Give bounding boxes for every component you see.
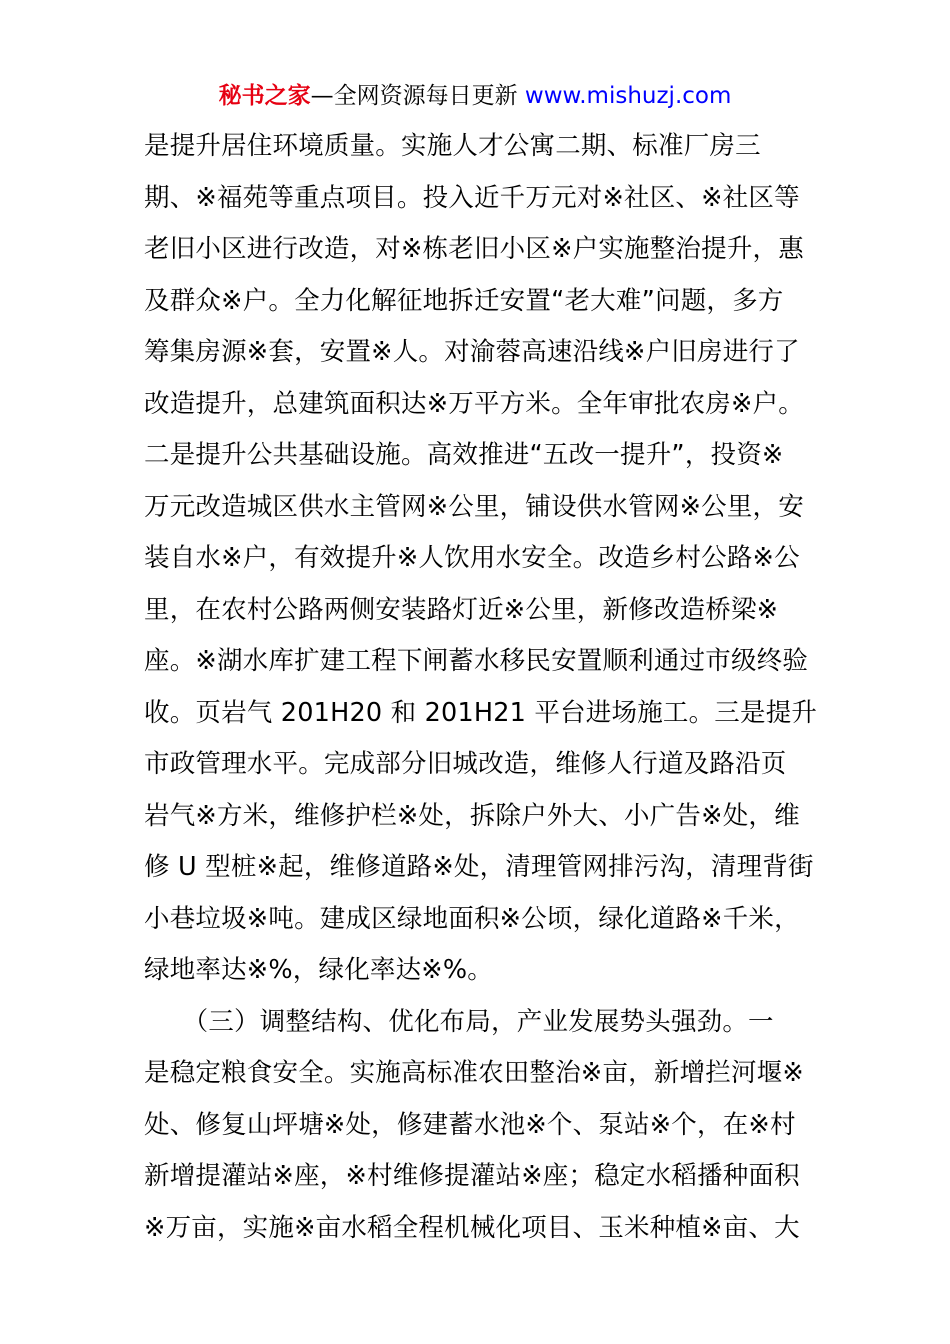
text-line: 改造提升，总建筑面积达※万平方米。全年审批农房※户。 — [144, 388, 804, 419]
text-line: 小巷垃圾※吨。建成区绿地面积※公顷，绿化道路※千米， — [144, 903, 800, 934]
section-heading-line: （三）调整结构、优化布局，产业发展势头强劲。一 — [144, 1006, 774, 1037]
text-line: 市政管理水平。完成部分旧城改造，维修人行道及路沿页 — [144, 749, 787, 779]
text-line: 修 U 型桩※起，维修道路※处，清理管网排污沟，清理背街 — [144, 852, 814, 882]
text-line: 二是提升公共基础设施。高效推进“五改一提升”，投资※ — [144, 440, 784, 470]
header-tagline: —全网资源每日更新 — [310, 83, 525, 109]
text-line: 老旧小区进行改造，对※栋老旧小区※户实施整治提升，惠 — [144, 234, 804, 264]
text-line: 新增提灌站※座，※村维修提灌站※座；稳定水稻播种面积 — [144, 1161, 800, 1191]
text-line: 装自水※户，有效提升※人饮用水安全。改造乡村公路※公 — [144, 543, 800, 573]
text-line: 收。页岩气 201H20 和 201H21 平台进场施工。三是提升 — [144, 697, 818, 728]
site-header — [0, 79, 950, 113]
text-line: 万元改造城区供水主管网※公里，铺设供水管网※公里，安 — [144, 491, 804, 522]
brand-name: 秘书之家 — [218, 83, 311, 109]
text-line: 座。※湖水库扩建工程下闸蓄水移民安置顺利通过市级终验 — [144, 646, 809, 676]
site-url-link[interactable]: www.mishuzj.com — [524, 83, 732, 109]
document-body — [144, 121, 818, 1254]
text-line: 绿地率达※%，绿化率达※%。 — [144, 955, 493, 985]
text-line: 期、※福苑等重点项目。投入近千万元对※社区、※社区等 — [144, 182, 800, 213]
text-line: 里，在农村公路两侧安装路灯近※公里，新修改造桥梁※ — [144, 594, 779, 625]
text-line: 处、修复山坪塘※处，修建蓄水池※个、泵站※个，在※村 — [144, 1109, 796, 1140]
text-line: 岩气※方米，维修护栏※处，拆除户外大、小广告※处，维 — [144, 800, 800, 831]
text-line: 是提升居住环境质量。实施人才公寓二期、标准厂房三 — [144, 131, 761, 161]
text-line: 及群众※户。全力化解征地拆迁安置“老大难”问题，多方 — [144, 285, 784, 316]
text-line: ※万亩，实施※亩水稻全程机械化项目、玉米种植※亩、大 — [144, 1212, 800, 1243]
text-line: 是稳定粮食安全。实施高标准农田整治※亩，新增拦河堰※ — [144, 1058, 804, 1088]
text-line: 筹集房源※套，安置※人。对渝蓉高速沿线※户旧房进行了 — [144, 337, 800, 367]
